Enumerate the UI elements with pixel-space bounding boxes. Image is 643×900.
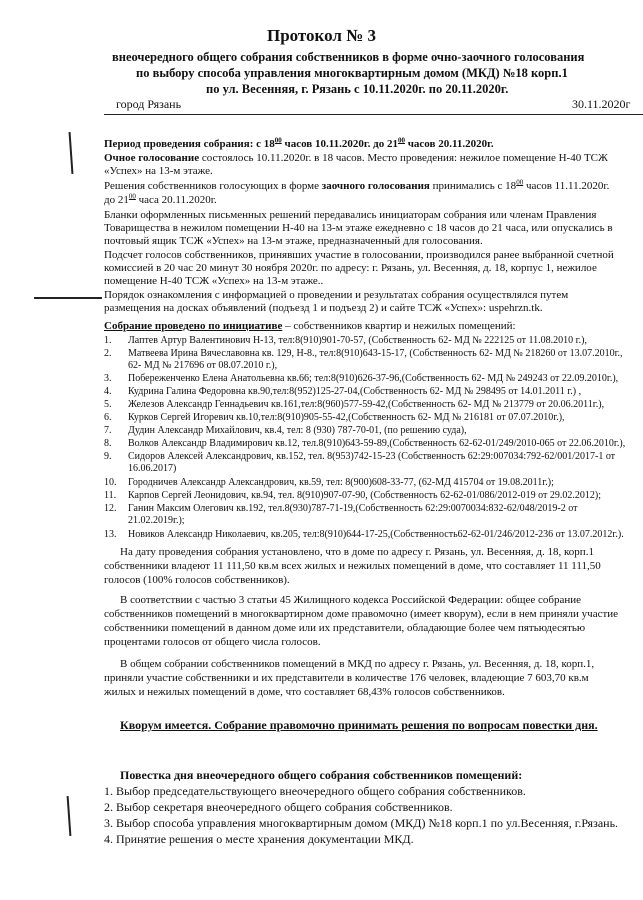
- initiator-text: Курков Сергей Игоревич кв.10,тел:8(910)905-55-42,(Собственность 62- МД № 216181 от 07.07.2010г.),: [128, 412, 565, 423]
- protocol-date: 30.11.2020г: [572, 97, 631, 111]
- initiator-num: 4.: [104, 386, 112, 397]
- period-line: [104, 138, 494, 151]
- zaochnoe-end-1: часов 11.11.2020г.: [523, 180, 610, 192]
- protocol-title: Протокол № 3: [266, 26, 377, 45]
- initiator-text: Железов Александр Геннадьевич кв.161,тел:8(960)577-59-42,(Собственность 62- МД № 213779 от 20.06.2011г.),: [128, 399, 605, 410]
- zaochnoe-post: принимались с 18: [429, 180, 517, 192]
- initiator-text: Дудин Александр Михайлович, кв.4, тел: 8 (930) 787-70-01, (по решению суда),: [128, 425, 467, 436]
- order-line-1: Порядок ознакомления с информацией о проведении и результатах собрания осуществлялся путем: [104, 289, 569, 301]
- initiator-4: [104, 386, 581, 398]
- established-line-3: голосов (100% голосов собственников).: [104, 574, 290, 586]
- initiator-text: Побереженченко Елена Анатольевна кв.66; тел:8(910)626-37-96,(Собственность 62- МД № 249243 от 22.09.2010г.),: [128, 373, 619, 384]
- established-line-2: собственники владеют 11 111,50 кв.м всех жилых и нежилых помещений в доме, что составляет 11 111,50: [104, 560, 601, 572]
- subtitle-line-1: внеочередного общего собрания собственников в форме очно-заочного голосования: [112, 50, 585, 64]
- article-line-1: В соответствии с частью 3 статьи 45 Жилищного кодекса Российской Федерации: общее собрание: [120, 594, 582, 606]
- zaochnoe-line-1: [104, 180, 609, 193]
- initiator-13: [104, 529, 624, 541]
- initiator-num: 3.: [104, 373, 112, 384]
- period-sup-2: 00: [397, 136, 405, 145]
- blanks-line-1: Бланки оформленных письменных решений передавались инициаторам собрания или членам Правления: [104, 209, 597, 221]
- initiator-7: [104, 425, 467, 437]
- ochnoe-line-1: [104, 152, 608, 165]
- initiator-2-cont: 62- МД № 217696 от 08.07.2010 г.),: [128, 360, 278, 371]
- initiator-text: Волков Александр Владимирович кв.12, тел.8(910)643-59-89,(Собственность 62-62-01/249/2010-065 от 22.06.2010г.),: [128, 438, 626, 449]
- article-line-2: собственников помещений в многоквартирном доме правомочно (имеет кворум), если в нем приняли участие: [104, 608, 619, 620]
- margin-mark-1: [69, 132, 73, 174]
- initiator-num: 7.: [104, 425, 112, 436]
- period-end: часов 20.11.2020г.: [404, 138, 494, 150]
- initiator-11: [104, 490, 601, 502]
- initiator-num: 8.: [104, 438, 112, 449]
- general-line-1: В общем собрании собственников помещений в МКД по адресу г. Рязань, ул. Весенняя, д. 18, корп.1,: [120, 658, 595, 670]
- initiator-text: Матвеева Ирина Вячеславовна кв. 129, Н-8., тел:8(910)643-15-17, (Собственность 62- МД № 218260 от 13.07.2010г.,: [128, 348, 623, 359]
- blanks-line-2: Товарищества в нежилом помещении Н-40 на 13-м этаже ежедневно с 18 часов до 21 часа, или опускались в: [104, 222, 613, 234]
- initiator-9-cont: 16.06.2017): [128, 463, 177, 474]
- initiator-3: [104, 373, 618, 385]
- initiative-line: [104, 320, 516, 333]
- initiator-text: Новиков Александр Николаевич, кв.205, тел:8(910)644-17-25,(Собственность62-62-01/246/2012-236 от 13.07.2012г.).: [128, 529, 624, 540]
- initiator-text: Лаптев Артур Валентинович Н-13, тел:8(910)901-70-57, (Собственность 62- МД № 222125 от 11.08.2010 г.),: [128, 335, 587, 346]
- agenda-title: Повестка дня внеочередного общего собрания собственников помещений:: [120, 768, 523, 782]
- header-rule: [104, 114, 643, 115]
- general-line-3: жилых и нежилых помещений в доме, что составляет 68,43% голосов собственников.: [104, 686, 505, 698]
- initiator-num: 5.: [104, 399, 112, 410]
- general-line-2: приняли участие собственники и их представители в количестве 176 человек, владеющие 7 603,70 кв.м: [104, 672, 589, 684]
- initiator-num: 9.: [104, 451, 112, 462]
- order-line-2: размещения на досках объявлений (подъезд 1 и подъезд 2) и сайте ТСЖ «Успех»: uspehrzn.tk.: [104, 302, 543, 314]
- agenda-item-3: 3. Выбор способа управления многоквартирным домом (МКД) №18 корп.1 по ул.Весенняя, г.Рязань.: [104, 816, 619, 830]
- zaochnoe-sup-1: 00: [516, 178, 524, 187]
- zaochnoe-sup-2: 00: [128, 192, 136, 201]
- initiative-label: Собрание проведено по инициативе: [104, 320, 283, 332]
- established-line-1: На дату проведения собрания установлено, что в доме по адресу г. Рязань, ул. Весенняя, д. 18, корп.1: [120, 546, 594, 558]
- initiator-1: [104, 335, 587, 347]
- subtitle-line-3: по ул. Весенняя, г. Рязань с 10.11.2020г. по 20.11.2020г.: [206, 82, 509, 96]
- count-line-2: комиссией в 20 час 20 минут 30 ноября 2020г. по адресу: г. Рязань, ул. Весенняя, д. 18, корпус 1, нежилое: [104, 262, 597, 274]
- initiator-num: 12.: [104, 503, 117, 514]
- initiator-text: Сидоров Алексей Александрович, кв.152, тел. 8(953)742-15-23 (Собственность 62:29:007034:792-62/001/2017-1 от: [128, 451, 616, 462]
- quorum-statement: Кворум имеется. Собрание правомочно принимать решения по вопросам повестки дня.: [120, 718, 598, 732]
- initiator-num: 10.: [104, 477, 117, 488]
- zaochnoe-line-2: [104, 194, 217, 207]
- initiator-12: [104, 503, 578, 515]
- initiator-2: [104, 348, 623, 360]
- initiator-num: 2.: [104, 348, 112, 359]
- initiator-12-cont: 21.02.2019г.);: [128, 515, 185, 526]
- initiator-text: Кудрина Галина Федоровна кв.90,тел:8(952)125-27-04,(Собственность 62- МД № 298495 от 14.01.2011 г.) ,: [128, 386, 582, 397]
- initiator-text: Ганин Максим Олегович кв.192, тел.8(930)787-71-19,(Собственность 62:29:0070034:832-62/048/2019-2 от: [128, 503, 578, 514]
- agenda-item-2: 2. Выбор секретаря внеочередного общего собрания собственников.: [104, 800, 453, 814]
- initiator-text: Городничев Александр Александрович, кв.59, тел: 8(900)608-33-77, (62-МД 415704 от 19.08.2011г.);: [128, 477, 554, 488]
- zaochnoe-bold: заочного голосования: [321, 180, 430, 192]
- zaochnoe-pre-2: до 21: [104, 194, 129, 206]
- ochnoe-text: состоялось 10.11.2020г. в 18 часов. Место проведения: нежилое помещение Н-40 ТСЖ: [199, 152, 608, 164]
- ochnoe-line-2: «Успех» на 13-м этаже.: [104, 165, 213, 177]
- subtitle-line-2: по выбору способа управления многоквартирным домом (МКД) №18 корп.1: [136, 66, 568, 80]
- count-line-3: помещение Н-40 ТСЖ «Успех» на 13-м этаже..: [104, 275, 324, 287]
- initiator-num: 6.: [104, 412, 112, 423]
- agenda-item-4: 4. Принятие решения о месте хранения документации МКД.: [104, 832, 414, 846]
- ochnoe-label: Очное голосование: [104, 152, 200, 164]
- initiator-num: 13.: [104, 529, 117, 540]
- period-label: Период проведения собрания: с 18: [104, 138, 275, 150]
- agenda-item-1: 1. Выбор председательствующего внеочередного общего собрания собственников.: [104, 784, 526, 798]
- initiator-5: [104, 399, 604, 411]
- margin-mark-2: [34, 297, 102, 299]
- initiator-num: 1.: [104, 335, 112, 346]
- zaochnoe-pre: Решения собственников голосующих в форме: [104, 180, 322, 192]
- initiator-text: Карпов Сергей Леонидович, кв.94, тел. 8(910)907-07-90, (Собственность 62-62-01/086/2012-019 от 29.02.2012);: [128, 490, 601, 501]
- initiator-10: [104, 477, 554, 489]
- period-mid: часов 10.11.2020г. до 21: [281, 138, 398, 150]
- initiative-text: – собственников квартир и нежилых помещений:: [282, 320, 516, 332]
- article-line-3: собственники помещений в данном доме или их представители, обладающие более чем пятьюдесятью: [104, 622, 586, 634]
- zaochnoe-end-2: часа 20.11.2020г.: [135, 194, 217, 206]
- article-line-4: процентами голосов от общего числа голосов.: [104, 636, 321, 648]
- initiator-6: [104, 412, 565, 424]
- count-line-1: Подсчет голосов собственников, принявших участие в голосовании, производился ранее выбранной счетной: [104, 249, 614, 261]
- period-sup-1: 00: [274, 136, 282, 145]
- initiator-num: 11.: [104, 490, 117, 501]
- initiator-9: [104, 451, 615, 463]
- blanks-line-3: почтовый ящик ТСЖ «Успех» на 13-м этаже, предназначенный для голосования.: [104, 235, 483, 247]
- city-label: город Рязань: [116, 97, 182, 111]
- margin-mark-3: [67, 796, 71, 836]
- initiator-8: [104, 438, 625, 450]
